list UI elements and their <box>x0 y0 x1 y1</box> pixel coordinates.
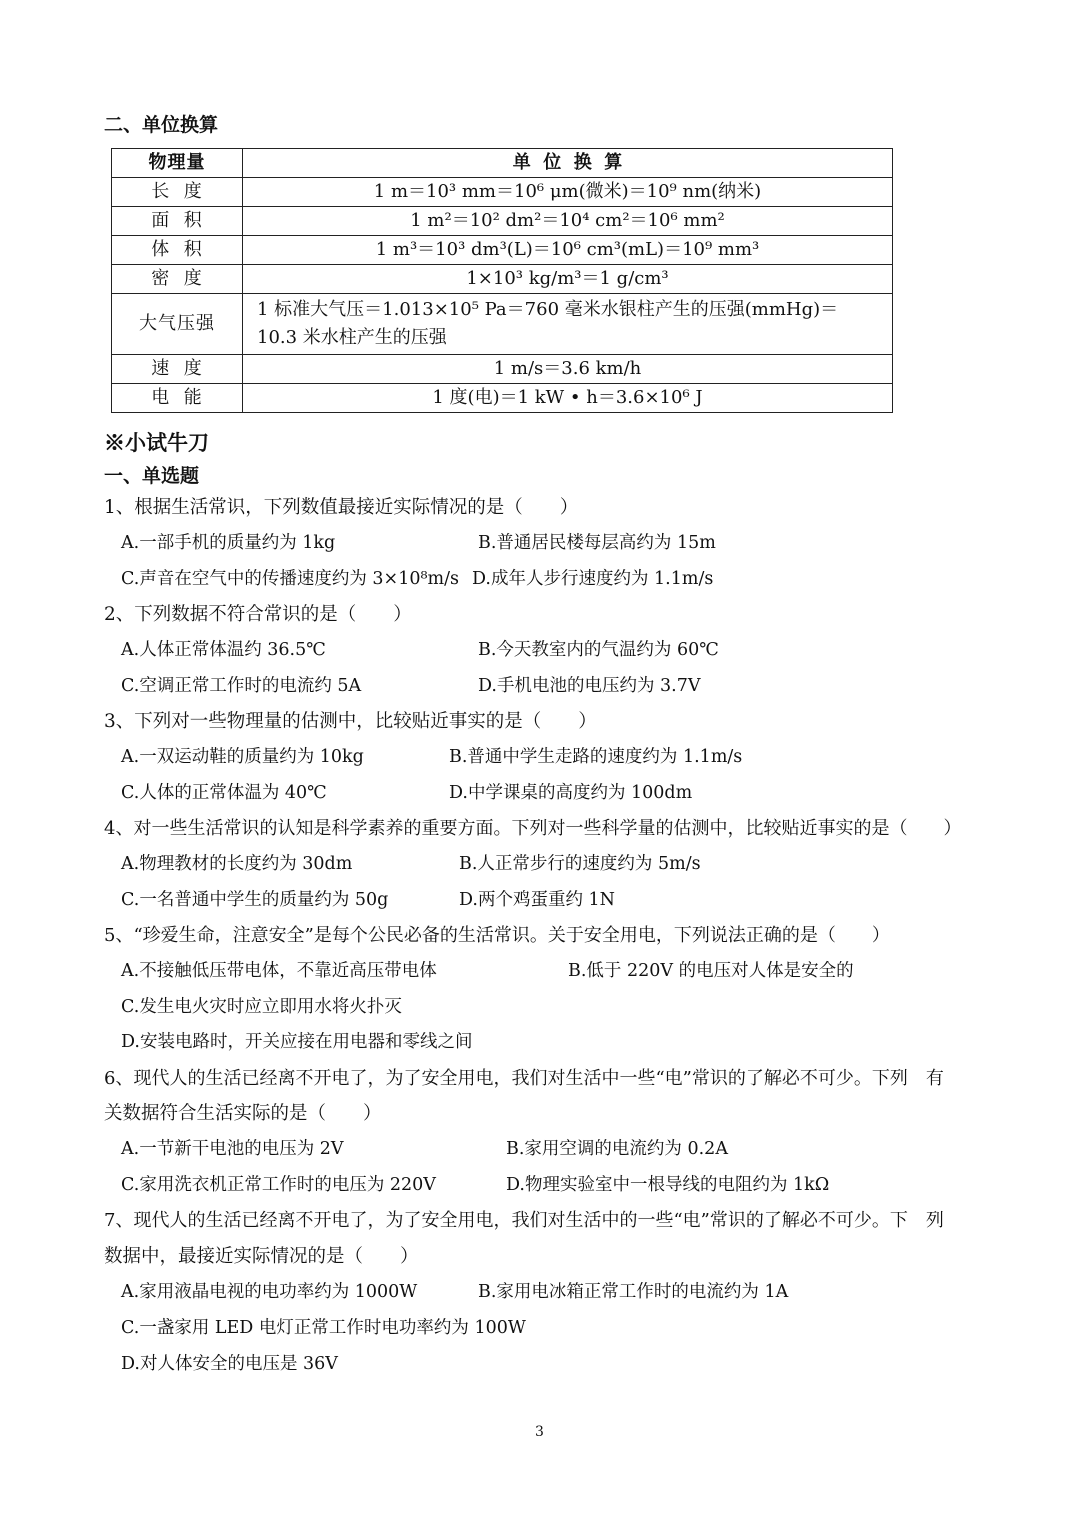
option-a: A.一双运动鞋的质量约为 10kg <box>121 747 364 767</box>
section-title: 二、单位换算 <box>104 114 219 136</box>
row-quantity: 体 积 <box>112 236 243 265</box>
question-stem: 3、下列对一些物理量的估测中，比较贴近事实的是（ ） <box>104 711 597 732</box>
option-d: D.对人体安全的电压是 36V <box>121 1354 338 1374</box>
option-c: C.发生电火灾时应立即用水将火扑灭 <box>121 997 402 1017</box>
row-conversion: 1 m＝10³ mm＝10⁶ μm(微米)＝10⁹ nm(纳米) <box>243 178 893 207</box>
option-c: C.一名普通中学生的质量约为 50g <box>121 890 389 910</box>
option-d: D.安装电路时，开关应接在用电器和零线之间 <box>121 1032 473 1052</box>
table-row <box>112 384 893 413</box>
option-d: D.两个鸡蛋重约 1N <box>459 890 615 910</box>
option-d: D.手机电池的电压约为 3.7V <box>478 676 701 696</box>
option-b: B.家用空调的电流约为 0.2A <box>506 1139 728 1159</box>
option-d: D.成年人步行速度约为 1.1m/s <box>472 569 714 589</box>
header-quantity: 物理量 <box>112 149 243 178</box>
row-quantity: 大气压强 <box>112 294 243 355</box>
option-a: A.不接触低压带电体，不靠近高压带电体 <box>121 961 437 981</box>
row-quantity: 面 积 <box>112 207 243 236</box>
question-stem: 1、根据生活常识，下列数值最接近实际情况的是（ ） <box>104 497 579 518</box>
question-stem-line1: 6、现代人的生活已经离不开电了，为了安全用电，我们对生活中一些“电”常识的了解必不可少。下列 有 <box>104 1068 944 1089</box>
row-conversion: 1 度(电)＝1 kW • h＝3.6×10⁶ J <box>243 384 893 413</box>
option-a: A.一节新干电池的电压为 2V <box>121 1139 344 1159</box>
table-row <box>112 207 893 236</box>
unit-conversion-table <box>111 148 893 413</box>
question-stem-line2: 数据中，最接近实际情况的是（ ） <box>104 1246 419 1267</box>
table-row <box>112 265 893 294</box>
option-a: A.家用液晶电视的电功率约为 1000W <box>121 1282 418 1302</box>
option-a: A.人体正常体温约 36.5℃ <box>121 640 326 660</box>
question-stem: 5、“珍爱生命，注意安全”是每个公民必备的生活常识。关于安全用电，下列说法正确的是（ ） <box>104 925 890 946</box>
row-conversion: 1 m²＝10² dm²＝10⁴ cm²＝10⁶ mm² <box>243 207 893 236</box>
table-row <box>112 355 893 384</box>
table-row <box>112 178 893 207</box>
table-header-row <box>112 149 893 178</box>
practice-title: ※小试牛刀 <box>104 430 209 455</box>
row-quantity: 电 能 <box>112 384 243 413</box>
page-number: 3 <box>535 1424 544 1440</box>
option-c: C.空调正常工作时的电流约 5A <box>121 676 362 696</box>
row-quantity: 长 度 <box>112 178 243 207</box>
option-b: B.普通中学生走路的速度约为 1.1m/s <box>449 747 743 767</box>
option-a: A.物理教材的长度约为 30dm <box>121 854 353 874</box>
question-stem: 2、下列数据不符合常识的是（ ） <box>104 604 412 625</box>
option-b: B.家用电冰箱正常工作时的电流约为 1A <box>478 1282 789 1302</box>
header-conversion: 单 位 换 算 <box>243 149 893 178</box>
row-quantity: 速 度 <box>112 355 243 384</box>
option-c: C.一盏家用 LED 电灯正常工作时电功率约为 100W <box>121 1318 526 1338</box>
question-stem: 4、对一些生活常识的认知是科学素养的重要方面。下列对一些科学量的估测中，比较贴近事实的是（ ） <box>104 818 962 839</box>
single-choice-title: 一、单选题 <box>104 465 200 487</box>
row-quantity: 密 度 <box>112 265 243 294</box>
option-c: C.声音在空气中的传播速度约为 3×10⁸m/s <box>121 569 459 589</box>
option-c: C.人体的正常体温为 40℃ <box>121 783 327 803</box>
row-conversion: 1 m³＝10³ dm³(L)＝10⁶ cm³(mL)＝10⁹ mm³ <box>243 236 893 265</box>
question-stem-line2: 关数据符合生活实际的是（ ） <box>104 1103 382 1124</box>
option-d: D.物理实验室中一根导线的电阻约为 1kΩ <box>506 1175 830 1195</box>
table-row <box>112 236 893 265</box>
row-conversion: 1 标准大气压＝1.013×10⁵ Pa＝760 毫米水银柱产生的压强(mmHg)＝10.3 米水柱产生的压强 <box>243 294 893 355</box>
table-row <box>112 294 893 355</box>
row-conversion: 1×10³ kg/m³＝1 g/cm³ <box>243 265 893 294</box>
row-conversion: 1 m/s＝3.6 km/h <box>243 355 893 384</box>
option-b: B.普通居民楼每层高约为 15m <box>478 533 716 553</box>
option-a: A.一部手机的质量约为 1kg <box>121 533 336 553</box>
option-b: B.人正常步行的速度约为 5m/s <box>459 854 701 874</box>
option-c: C.家用洗衣机正常工作时的电压为 220V <box>121 1175 436 1195</box>
option-d: D.中学课桌的高度约为 100dm <box>449 783 693 803</box>
question-stem-line1: 7、现代人的生活已经离不开电了，为了安全用电，我们对生活中的一些“电”常识的了解必不可少。下 列 <box>104 1210 944 1231</box>
option-b: B.低于 220V 的电压对人体是安全的 <box>568 961 854 981</box>
option-b: B.今天教室内的气温约为 60℃ <box>478 640 719 660</box>
